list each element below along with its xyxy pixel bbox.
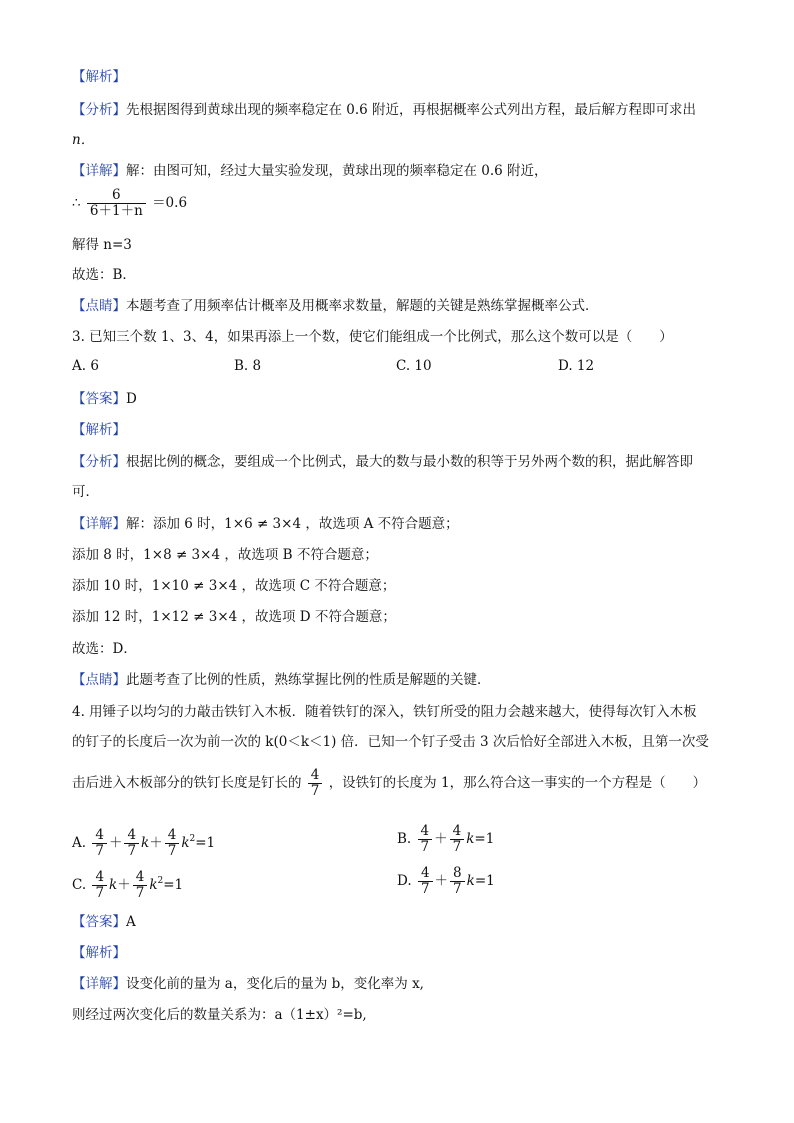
detail-line-q3-3: 添加 10 时，1×10 ≠ 3×4 ，故选项 C 不符合题意； — [72, 578, 396, 594]
q4-option-c: C. $\frac{4}{7}$ k＋ $\frac{4}{7}$ $k^2=1$ — [72, 869, 184, 901]
q4-option-a: A. $\frac{4}{7}$ ＋ $\frac{4}{7}$ k＋ $\frac{4}{7}$ $k^2=1$ — [72, 827, 216, 859]
question-4-stem-1: 4. 用锤子以均匀的力敲击铁钉入木板．随着铁钉的深入，铁钉所受的阻力会越来越大，使得每次钉入木板 — [72, 704, 697, 720]
choose-line-q3: 故选：D． — [72, 641, 137, 657]
analysis-line-1-cont: n． — [72, 132, 95, 148]
equation-line-1: ∴ $\frac{6}{6+1+n}$ ＝0.6 — [72, 187, 188, 219]
q3-option-a: A. 6 — [72, 358, 99, 374]
question-4-stem-2: 的钉子的长度后一次为前一次的 k(0＜k＜1) 倍．已知一个钉子受击 3 次后恰好全部进入木板，且第一次受 — [72, 734, 709, 750]
question-4-stem-3: 击后进入木板部分的铁钉长度是钉长的 $\frac{4}{7}$ ，设铁钉的长度为 1，那么符合这一事实的一个方程是（ ） — [72, 767, 707, 799]
detail-line-q3-1: 【详解】解：添加 6 时，1×6 ≠ 3×4 ，故选项 A 不符合题意； — [72, 516, 459, 532]
detail-line-q4-2: 则经过两次变化后的数量关系为：a（1±x）²=b, — [72, 1007, 367, 1023]
detail-line-1: 【详解】解：由图可知，经过大量实验发现，黄球出现的频率稳定在 0.6 附近， — [72, 163, 548, 179]
q3-option-c: C. 10 — [396, 358, 432, 374]
dianjing-line-1: 【点睛】本题考查了用频率估计概率及用概率求数量，解题的关键是熟练掌握概率公式． — [72, 298, 599, 314]
choose-line-1: 故选：B． — [72, 267, 136, 283]
q4-option-b: B. $\frac{4}{7}$ ＋ $\frac{4}{7}$ k=1 — [397, 823, 495, 855]
detail-line-q3-2: 添加 8 时，1×8 ≠ 3×4 ，故选项 B 不符合题意； — [72, 547, 378, 563]
analysis-tag-3: 【解析】 — [72, 945, 126, 961]
analysis-line-1: 【分析】先根据图得到黄球出现的频率稳定在 0.6 附近，再根据概率公式列出方程，最后解方程即可求出 — [72, 102, 697, 118]
detail-line-q3-4: 添加 12 时，1×12 ≠ 3×4 ，故选项 D 不符合题意； — [72, 609, 396, 625]
analysis-tag-2: 【解析】 — [72, 422, 126, 438]
answer-line-q4: 【答案】A — [72, 914, 136, 930]
detail-line-q4-1: 【详解】设变化前的量为 a，变化后的量为 b，变化率为 x, — [72, 976, 424, 992]
solve-line: 解得 n=3 — [72, 237, 132, 253]
analysis-line-2: 【分析】根据比例的概念，要组成一个比例式，最大的数与最小数的积等于另外两个数的积，据此解答即 — [72, 454, 693, 470]
dianjing-line-q3: 【点睛】此题考查了比例的性质，熟练掌握比例的性质是解题的关键． — [72, 672, 491, 688]
fraction: $\frac{4}{7}$ — [308, 768, 323, 799]
q3-option-b: B. 8 — [234, 358, 262, 374]
analysis-tag-1: 【解析】 — [72, 69, 126, 85]
analysis-line-2-cont: 可． — [72, 484, 99, 500]
answer-line-q3: 【答案】D — [72, 391, 137, 407]
fraction: $\frac{6}{6+1+n}$ — [87, 188, 146, 219]
q4-option-d: D. $\frac{4}{7}$ ＋ $\frac{8}{7}$ k=1 — [397, 865, 495, 897]
question-3-stem: 3. 已知三个数 1、3、4，如果再添上一个数，使它们能组成一个比例式，那么这个数可以是（ ） — [72, 329, 673, 345]
q3-option-d: D. 12 — [558, 358, 595, 374]
